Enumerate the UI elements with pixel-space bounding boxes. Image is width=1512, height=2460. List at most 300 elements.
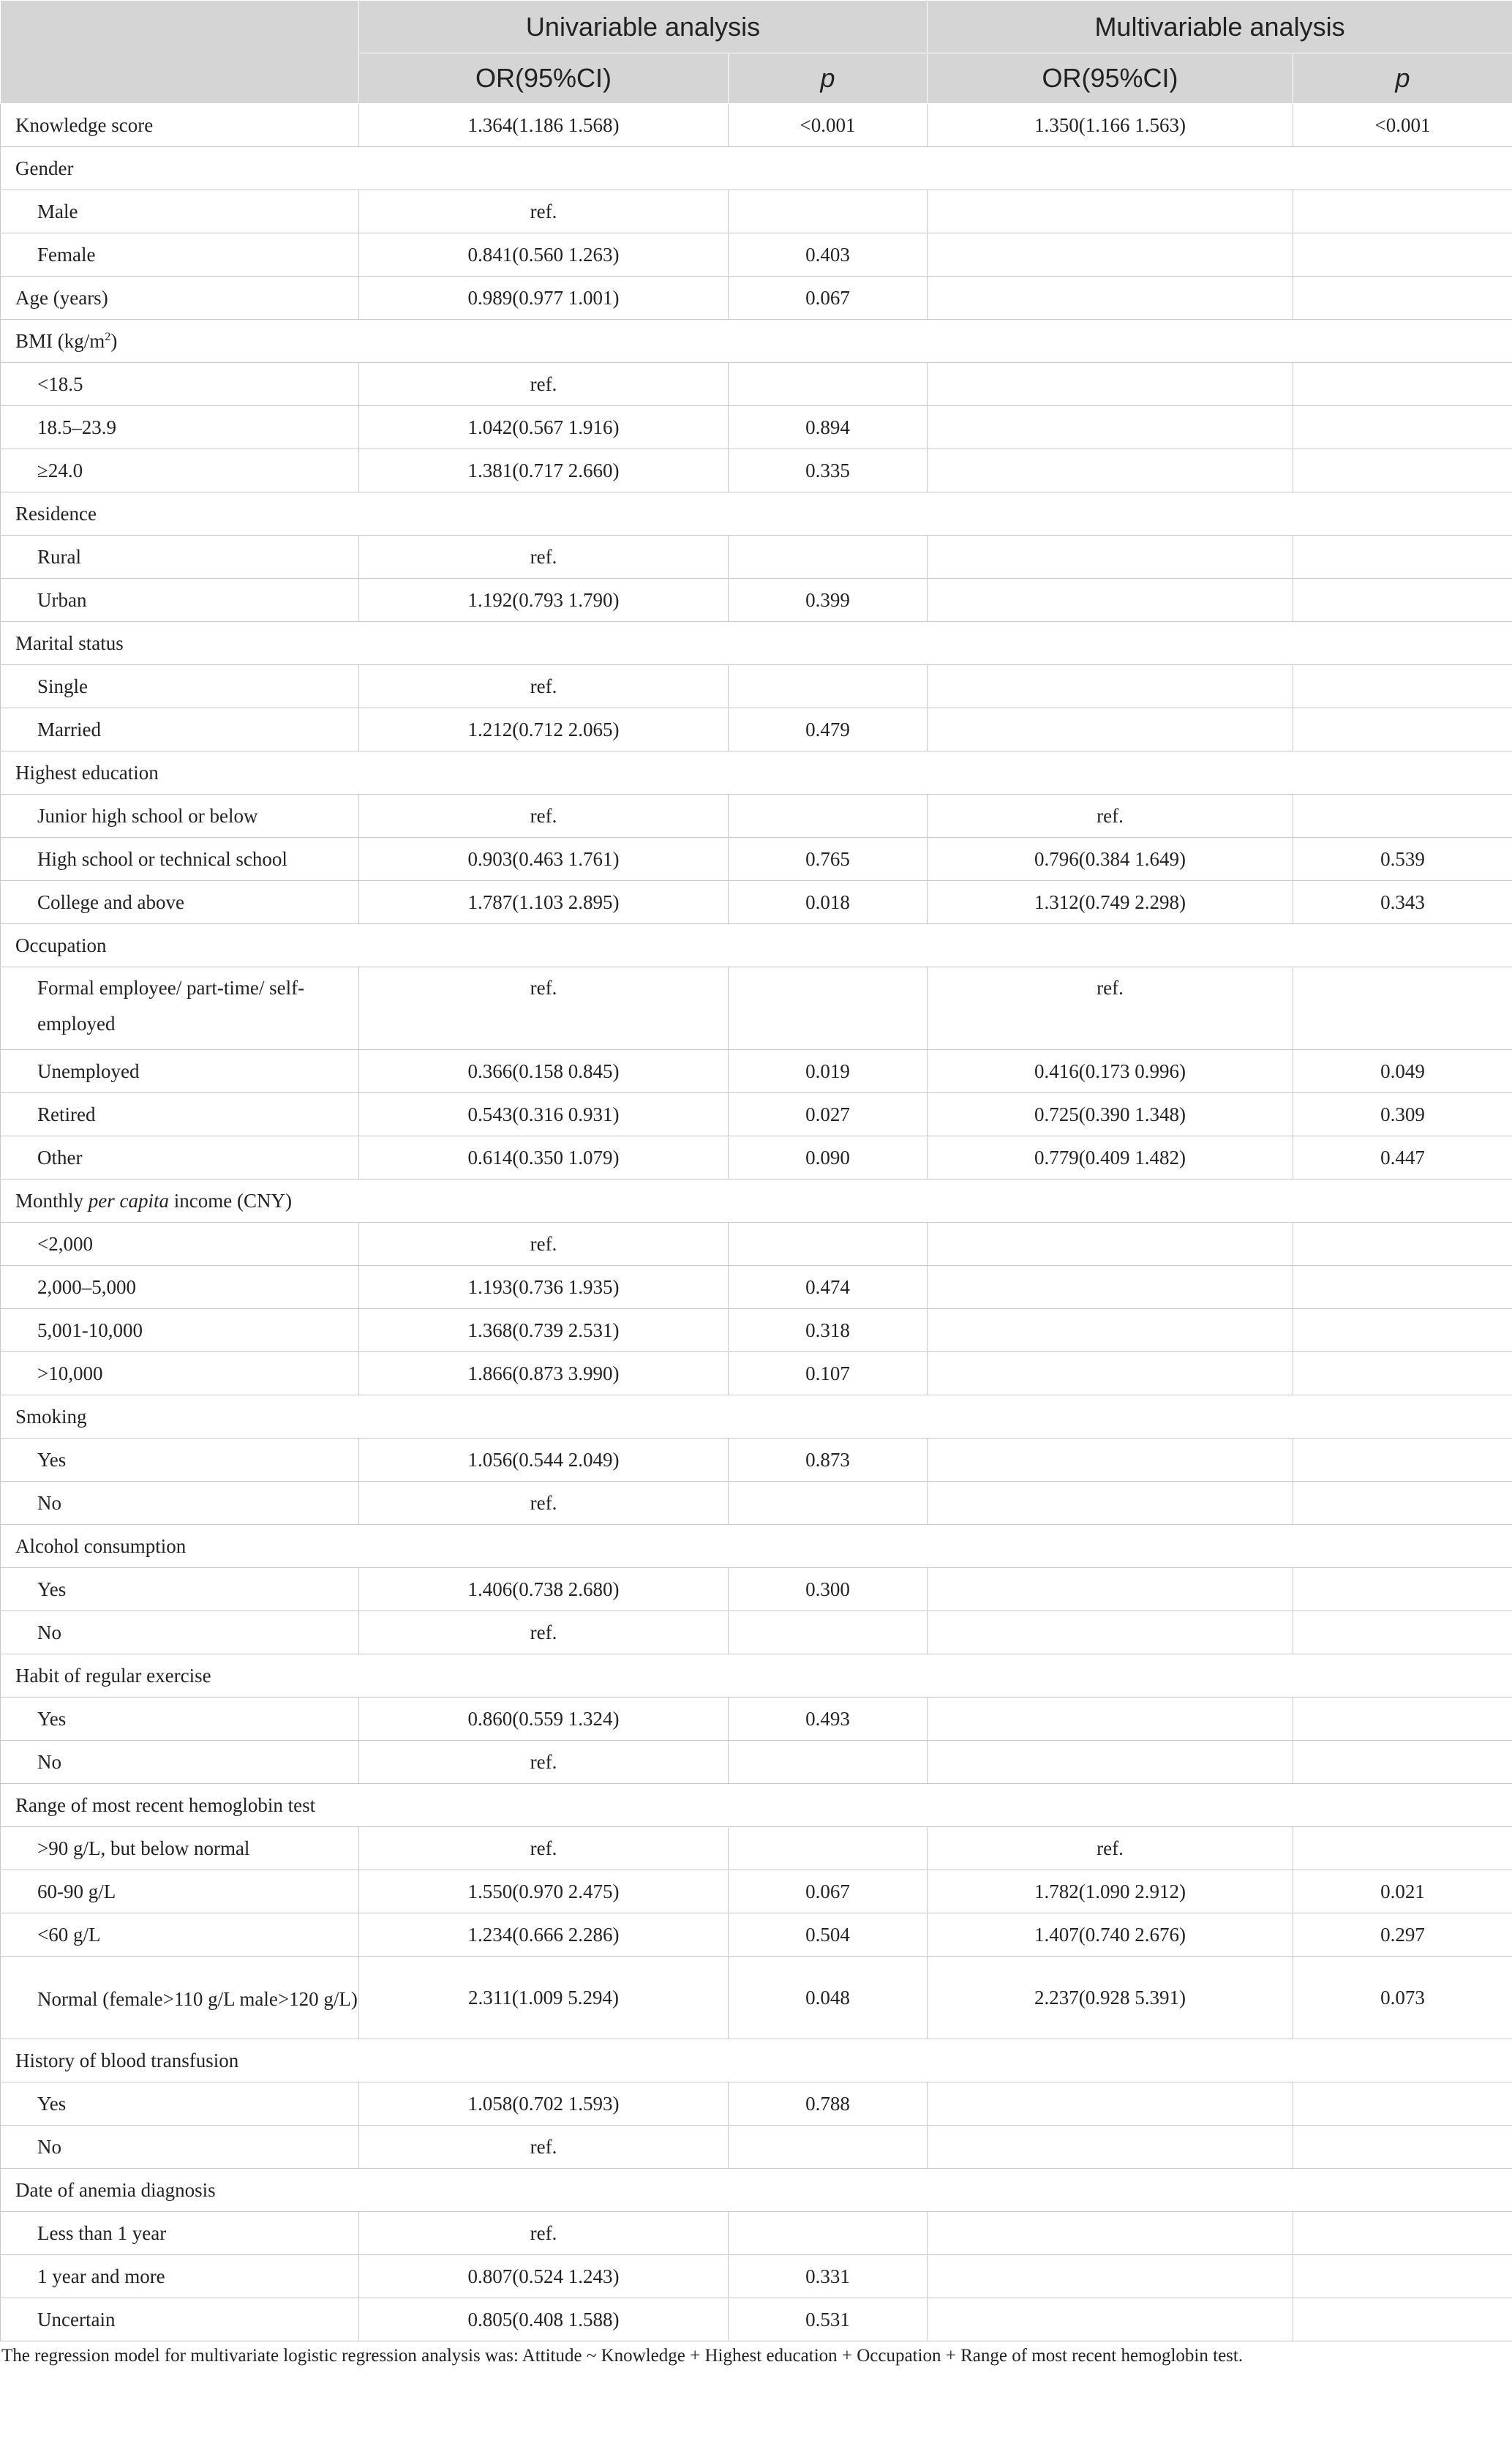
univariable-p-cell — [729, 2212, 928, 2255]
multivariable-p-cell — [1293, 449, 1512, 492]
row-label — [1, 1827, 359, 1870]
row-label-text: Single — [37, 675, 89, 697]
table-row — [1, 1093, 1512, 1136]
row-label-text: History of blood transfusion — [15, 2050, 239, 2071]
row-label — [1, 1654, 1512, 1698]
row-label-text: Highest education — [15, 762, 159, 784]
row-label — [1, 104, 359, 147]
multivariable-p-cell: 0.539 — [1293, 838, 1512, 881]
table-row — [1, 277, 1512, 320]
univariable-p-cell: 0.067 — [729, 277, 928, 320]
multivariable-or-cell — [928, 363, 1293, 406]
row-label — [1, 1741, 359, 1784]
multivariable-p-cell — [1293, 1223, 1512, 1266]
row-label-text: Yes — [37, 1449, 67, 1471]
row-label — [1, 2039, 1512, 2082]
row-label-text: <18.5 — [37, 373, 83, 395]
univariable-or-cell: 1.056(0.544 2.049) — [359, 1439, 729, 1482]
row-label-text: Habit of regular exercise — [15, 1665, 211, 1687]
multivariable-p-cell — [1293, 1266, 1512, 1309]
row-label-text: Smoking — [15, 1406, 87, 1428]
multivariable-p-cell — [1293, 1827, 1512, 1870]
row-label-text: No — [37, 2136, 61, 2158]
multivariable-p-cell — [1293, 1309, 1512, 1352]
univariable-p-cell — [729, 2126, 928, 2169]
table-row — [1, 1611, 1512, 1654]
univariable-p-cell: 0.873 — [729, 1439, 928, 1482]
multivariable-or-cell — [928, 2126, 1293, 2169]
table-row — [1, 1827, 1512, 1870]
row-label-text: Normal (female>110 g/L male>120 g/L) — [37, 1987, 358, 2010]
row-label-text: Gender — [15, 157, 74, 179]
row-label — [1, 881, 359, 924]
section-row — [1, 147, 1512, 190]
multivariable-p-cell: 0.297 — [1293, 1913, 1512, 1957]
row-label-text: High school or technical school — [37, 848, 287, 870]
univariable-or-cell: 1.866(0.873 3.990) — [359, 1352, 729, 1395]
univariable-or-cell: 1.058(0.702 1.593) — [359, 2082, 729, 2126]
univariable-or-cell: 1.192(0.793 1.790) — [359, 579, 729, 622]
multivariable-or-cell: ref. — [928, 1827, 1293, 1870]
header-multivariable-or: OR(95%CI) — [928, 53, 1293, 104]
row-label-text: No — [37, 1492, 61, 1514]
multivariable-or-cell — [928, 406, 1293, 449]
multivariable-p-cell — [1293, 2126, 1512, 2169]
row-label-text: Alcohol consumption — [15, 1535, 187, 1557]
table-row — [1, 1439, 1512, 1482]
header-univariable: Univariable analysis — [359, 1, 928, 53]
multivariable-p-cell — [1293, 1439, 1512, 1482]
multivariable-or-cell — [928, 1352, 1293, 1395]
table-row — [1, 1913, 1512, 1957]
row-label — [1, 2255, 359, 2298]
row-label — [1, 2298, 359, 2341]
table-header — [1, 1, 1512, 104]
univariable-p-cell — [729, 1223, 928, 1266]
row-label-text: Residence — [15, 503, 97, 525]
multivariable-or-cell — [928, 665, 1293, 708]
univariable-or-cell: 1.364(1.186 1.568) — [359, 104, 729, 147]
row-label-text: Occupation — [15, 934, 107, 956]
multivariable-or-cell: 0.416(0.173 0.996) — [928, 1050, 1293, 1093]
univariable-p-cell — [729, 536, 928, 579]
section-row — [1, 622, 1512, 665]
row-label — [1, 1136, 359, 1180]
row-label-text: <2,000 — [37, 1233, 93, 1255]
row-label-text: BMI (kg/m — [15, 330, 105, 352]
table-footnote: The regression model for multivariate logistic regression analysis was: Attitude ~ Knowledge + Highest education + Occupation + Range of most recent hemoglobin test. — [1, 2346, 1244, 2366]
table-row — [1, 104, 1512, 147]
multivariable-p-cell: 0.021 — [1293, 1870, 1512, 1913]
multivariable-p-cell — [1293, 277, 1512, 320]
table-row — [1, 1136, 1512, 1180]
table-row — [1, 708, 1512, 751]
multivariable-p-cell — [1293, 1611, 1512, 1654]
row-label — [1, 2169, 1512, 2212]
row-label — [1, 1223, 359, 1266]
row-label — [1, 2126, 359, 2169]
row-label — [1, 1352, 359, 1395]
header-variable-cell — [1, 1, 359, 104]
row-label — [1, 147, 1512, 190]
univariable-or-cell: 1.406(0.738 2.680) — [359, 1568, 729, 1611]
multivariable-p-cell — [1293, 579, 1512, 622]
section-row — [1, 1784, 1512, 1827]
multivariable-p-cell — [1293, 2212, 1512, 2255]
row-label — [1, 363, 359, 406]
row-label-text: 5,001-10,000 — [37, 1319, 143, 1341]
univariable-or-cell: ref. — [359, 190, 729, 233]
table-row — [1, 1352, 1512, 1395]
multivariable-or-cell — [928, 1568, 1293, 1611]
table-row — [1, 2298, 1512, 2341]
multivariable-p-cell — [1293, 665, 1512, 708]
row-label — [1, 233, 359, 277]
univariable-or-cell: ref. — [359, 1827, 729, 1870]
univariable-or-cell: 1.193(0.736 1.935) — [359, 1266, 729, 1309]
row-label-text: Rural — [37, 546, 81, 568]
row-label — [1, 1266, 359, 1309]
row-label — [1, 1568, 359, 1611]
table-body — [1, 104, 1512, 2341]
univariable-p-cell: 0.331 — [729, 2255, 928, 2298]
row-label — [1, 2082, 359, 2126]
row-label — [1, 1957, 359, 2039]
multivariable-p-cell — [1293, 795, 1512, 838]
section-row — [1, 924, 1512, 967]
univariable-or-cell: ref. — [359, 363, 729, 406]
row-label-text: Knowledge score — [15, 114, 154, 136]
row-label — [1, 795, 359, 838]
row-label-text: Urban — [37, 589, 87, 611]
row-label-text: Yes — [37, 1578, 67, 1600]
multivariable-or-cell: ref. — [928, 795, 1293, 838]
multivariable-p-cell: 0.049 — [1293, 1050, 1512, 1093]
row-label-text: Date of anemia diagnosis — [15, 2179, 216, 2201]
univariable-p-cell: 0.019 — [729, 1050, 928, 1093]
row-label — [1, 492, 1512, 536]
multivariable-or-cell — [928, 1611, 1293, 1654]
univariable-or-cell: ref. — [359, 1482, 729, 1525]
multivariable-p-cell: 0.343 — [1293, 881, 1512, 924]
univariable-p-cell: 0.765 — [729, 838, 928, 881]
row-label — [1, 277, 359, 320]
multivariable-or-cell — [928, 1482, 1293, 1525]
multivariable-p-cell — [1293, 967, 1512, 1050]
multivariable-or-cell — [928, 1266, 1293, 1309]
univariable-or-cell: 2.311(1.009 5.294) — [359, 1957, 729, 2039]
univariable-p-cell: 0.894 — [729, 406, 928, 449]
univariable-p-cell — [729, 1611, 928, 1654]
multivariable-or-cell — [928, 2082, 1293, 2126]
univariable-or-cell: ref. — [359, 2126, 729, 2169]
row-label-text: Monthly — [15, 1190, 89, 1212]
section-row — [1, 492, 1512, 536]
header-multivariable: Multivariable analysis — [928, 1, 1512, 53]
row-label — [1, 1611, 359, 1654]
univariable-p-cell — [729, 665, 928, 708]
multivariable-or-cell — [928, 579, 1293, 622]
table-row — [1, 795, 1512, 838]
univariable-p-cell — [729, 967, 928, 1050]
row-label-text: >10,000 — [37, 1362, 103, 1384]
row-label — [1, 1395, 1512, 1439]
row-label-text: Male — [37, 200, 78, 222]
univariable-p-cell — [729, 1482, 928, 1525]
table-row — [1, 1050, 1512, 1093]
row-label-italic: per capita — [88, 1190, 169, 1212]
univariable-p-cell — [729, 795, 928, 838]
row-label — [1, 924, 1512, 967]
table-row — [1, 2126, 1512, 2169]
univariable-p-cell: 0.479 — [729, 708, 928, 751]
section-row — [1, 1525, 1512, 1568]
univariable-p-cell: 0.474 — [729, 1266, 928, 1309]
multivariable-or-cell — [928, 1223, 1293, 1266]
multivariable-or-cell — [928, 536, 1293, 579]
row-label — [1, 2212, 359, 2255]
univariable-or-cell: 0.860(0.559 1.324) — [359, 1698, 729, 1741]
multivariable-p-cell: 0.309 — [1293, 1093, 1512, 1136]
row-label-text: 60-90 g/L — [37, 1880, 116, 1902]
univariable-p-cell: 0.300 — [729, 1568, 928, 1611]
row-label — [1, 449, 359, 492]
section-row — [1, 320, 1512, 363]
row-label-text: Retired — [37, 1103, 96, 1125]
row-label-text: 1 year and more — [37, 2265, 165, 2287]
univariable-or-cell: ref. — [359, 2212, 729, 2255]
multivariable-p-cell — [1293, 1698, 1512, 1741]
row-label — [1, 1525, 1512, 1568]
row-label-text: College and above — [37, 891, 184, 913]
univariable-or-cell: 1.381(0.717 2.660) — [359, 449, 729, 492]
table-row — [1, 1309, 1512, 1352]
header-univariable-or: OR(95%CI) — [359, 53, 729, 104]
univariable-or-cell: 1.550(0.970 2.475) — [359, 1870, 729, 1913]
univariable-p-cell: 0.018 — [729, 881, 928, 924]
multivariable-p-cell — [1293, 708, 1512, 751]
multivariable-or-cell: 1.312(0.749 2.298) — [928, 881, 1293, 924]
row-label-text: Yes — [37, 1708, 67, 1730]
multivariable-or-cell — [928, 1698, 1293, 1741]
header-univariable-p: p — [729, 53, 928, 104]
univariable-or-cell: 0.989(0.977 1.001) — [359, 277, 729, 320]
header-multivariable-p: p — [1293, 53, 1512, 104]
univariable-or-cell: ref. — [359, 665, 729, 708]
univariable-p-cell — [729, 363, 928, 406]
row-label-text: Age (years) — [15, 287, 108, 309]
univariable-or-cell: 1.212(0.712 2.065) — [359, 708, 729, 751]
univariable-p-cell: 0.067 — [729, 1870, 928, 1913]
multivariable-p-cell: 0.073 — [1293, 1957, 1512, 2039]
table-row — [1, 1870, 1512, 1913]
row-label-text: Unemployed — [37, 1060, 140, 1082]
row-label — [1, 1180, 1512, 1223]
row-label-text: No — [37, 1621, 61, 1643]
row-label-suffix: ) — [110, 330, 118, 352]
table-row — [1, 1266, 1512, 1309]
univariable-or-cell: 0.841(0.560 1.263) — [359, 233, 729, 277]
table-row — [1, 190, 1512, 233]
multivariable-or-cell — [928, 2212, 1293, 2255]
row-label — [1, 1309, 359, 1352]
multivariable-or-cell — [928, 1309, 1293, 1352]
row-label-text: Other — [37, 1147, 83, 1169]
multivariable-or-cell: 0.796(0.384 1.649) — [928, 838, 1293, 881]
row-label — [1, 1784, 1512, 1827]
table-row — [1, 881, 1512, 924]
multivariable-or-cell: 1.782(1.090 2.912) — [928, 1870, 1293, 1913]
table-row — [1, 1741, 1512, 1784]
multivariable-p-cell: 0.447 — [1293, 1136, 1512, 1180]
multivariable-p-cell — [1293, 1352, 1512, 1395]
multivariable-or-cell: 0.779(0.409 1.482) — [928, 1136, 1293, 1180]
table-row — [1, 665, 1512, 708]
table-row — [1, 233, 1512, 277]
row-label — [1, 708, 359, 751]
univariable-or-cell: 0.366(0.158 0.845) — [359, 1050, 729, 1093]
table-row — [1, 838, 1512, 881]
row-label-text: ≥24.0 — [37, 460, 83, 481]
row-label-text: No — [37, 1751, 61, 1773]
multivariable-or-cell — [928, 1741, 1293, 1784]
row-label — [1, 838, 359, 881]
row-label-text: Married — [37, 719, 101, 740]
multivariable-or-cell: 2.237(0.928 5.391) — [928, 1957, 1293, 2039]
univariable-p-cell: 0.027 — [729, 1093, 928, 1136]
row-label-text: <60 g/L — [37, 1924, 101, 1946]
row-label — [1, 751, 1512, 795]
row-label-text: Marital status — [15, 632, 124, 654]
univariable-or-cell: ref. — [359, 967, 729, 1050]
multivariable-p-cell — [1293, 536, 1512, 579]
multivariable-p-cell — [1293, 363, 1512, 406]
univariable-p-cell: 0.788 — [729, 2082, 928, 2126]
table-row — [1, 363, 1512, 406]
section-row — [1, 1654, 1512, 1698]
univariable-p-cell: <0.001 — [729, 104, 928, 147]
row-label-text: Less than 1 year — [37, 2222, 167, 2244]
row-label — [1, 1482, 359, 1525]
multivariable-p-cell — [1293, 2255, 1512, 2298]
table-row — [1, 2212, 1512, 2255]
table-row — [1, 2082, 1512, 2126]
row-label — [1, 406, 359, 449]
multivariable-or-cell — [928, 2255, 1293, 2298]
row-label-text: Junior high school or below — [37, 805, 258, 827]
univariable-p-cell — [729, 1827, 928, 1870]
multivariable-or-cell — [928, 2298, 1293, 2341]
row-label — [1, 1698, 359, 1741]
multivariable-p-cell — [1293, 1741, 1512, 1784]
row-label-text: Range of most recent hemoglobin test — [15, 1794, 316, 1816]
multivariable-p-cell — [1293, 406, 1512, 449]
univariable-or-cell: ref. — [359, 536, 729, 579]
multivariable-or-cell — [928, 1439, 1293, 1482]
multivariable-or-cell — [928, 449, 1293, 492]
table-row — [1, 1957, 1512, 2039]
row-label-suffix: income (CNY) — [169, 1190, 292, 1212]
table-row — [1, 2255, 1512, 2298]
section-row — [1, 2169, 1512, 2212]
table-row — [1, 536, 1512, 579]
univariable-or-cell: 1.787(1.103 2.895) — [359, 881, 729, 924]
row-label-text: >90 g/L, but below normal — [37, 1837, 250, 1859]
row-label-text: 2,000–5,000 — [37, 1276, 136, 1298]
univariable-or-cell: 0.805(0.408 1.588) — [359, 2298, 729, 2341]
table-row — [1, 1698, 1512, 1741]
multivariable-p-cell — [1293, 2082, 1512, 2126]
univariable-p-cell: 0.107 — [729, 1352, 928, 1395]
univariable-or-cell: ref. — [359, 1223, 729, 1266]
multivariable-or-cell — [928, 277, 1293, 320]
row-label — [1, 1913, 359, 1957]
row-label — [1, 1439, 359, 1482]
multivariable-or-cell: ref. — [928, 967, 1293, 1050]
univariable-p-cell: 0.318 — [729, 1309, 928, 1352]
row-label — [1, 579, 359, 622]
table-row — [1, 406, 1512, 449]
row-label-text: Yes — [37, 2093, 67, 2115]
multivariable-or-cell: 1.350(1.166 1.563) — [928, 104, 1293, 147]
table-row — [1, 449, 1512, 492]
univariable-p-cell: 0.048 — [729, 1957, 928, 2039]
table-row — [1, 579, 1512, 622]
univariable-p-cell: 0.090 — [729, 1136, 928, 1180]
row-label — [1, 320, 1512, 363]
multivariable-p-cell — [1293, 1568, 1512, 1611]
multivariable-p-cell — [1293, 233, 1512, 277]
univariable-or-cell: 0.543(0.316 0.931) — [359, 1093, 729, 1136]
univariable-or-cell: ref. — [359, 795, 729, 838]
row-label — [1, 1050, 359, 1093]
univariable-p-cell: 0.493 — [729, 1698, 928, 1741]
section-row — [1, 751, 1512, 795]
univariable-or-cell: 1.042(0.567 1.916) — [359, 406, 729, 449]
row-label-superscript: 2 — [105, 330, 111, 343]
multivariable-p-cell — [1293, 190, 1512, 233]
univariable-p-cell — [729, 190, 928, 233]
univariable-p-cell: 0.531 — [729, 2298, 928, 2341]
table-row — [1, 1482, 1512, 1525]
row-label — [1, 622, 1512, 665]
univariable-or-cell: 0.807(0.524 1.243) — [359, 2255, 729, 2298]
row-label — [1, 190, 359, 233]
row-label-text: Formal employee/ part-time/ self-employed — [37, 977, 305, 1035]
multivariable-or-cell — [928, 233, 1293, 277]
univariable-p-cell: 0.403 — [729, 233, 928, 277]
multivariable-or-cell — [928, 708, 1293, 751]
row-label — [1, 967, 359, 1050]
univariable-p-cell: 0.504 — [729, 1913, 928, 1957]
section-row — [1, 2039, 1512, 2082]
multivariable-or-cell — [928, 190, 1293, 233]
table-row — [1, 967, 1512, 1050]
univariable-or-cell: 1.234(0.666 2.286) — [359, 1913, 729, 1957]
univariable-p-cell: 0.335 — [729, 449, 928, 492]
row-label-text: Uncertain — [37, 2309, 116, 2330]
section-row — [1, 1395, 1512, 1439]
row-label-text: 18.5–23.9 — [37, 416, 116, 438]
univariable-or-cell: 0.903(0.463 1.761) — [359, 838, 729, 881]
table-row — [1, 1568, 1512, 1611]
table-row — [1, 1223, 1512, 1266]
multivariable-p-cell — [1293, 1482, 1512, 1525]
univariable-or-cell: 1.368(0.739 2.531) — [359, 1309, 729, 1352]
row-label-text: Female — [37, 244, 96, 266]
row-label — [1, 1093, 359, 1136]
multivariable-or-cell: 0.725(0.390 1.348) — [928, 1093, 1293, 1136]
